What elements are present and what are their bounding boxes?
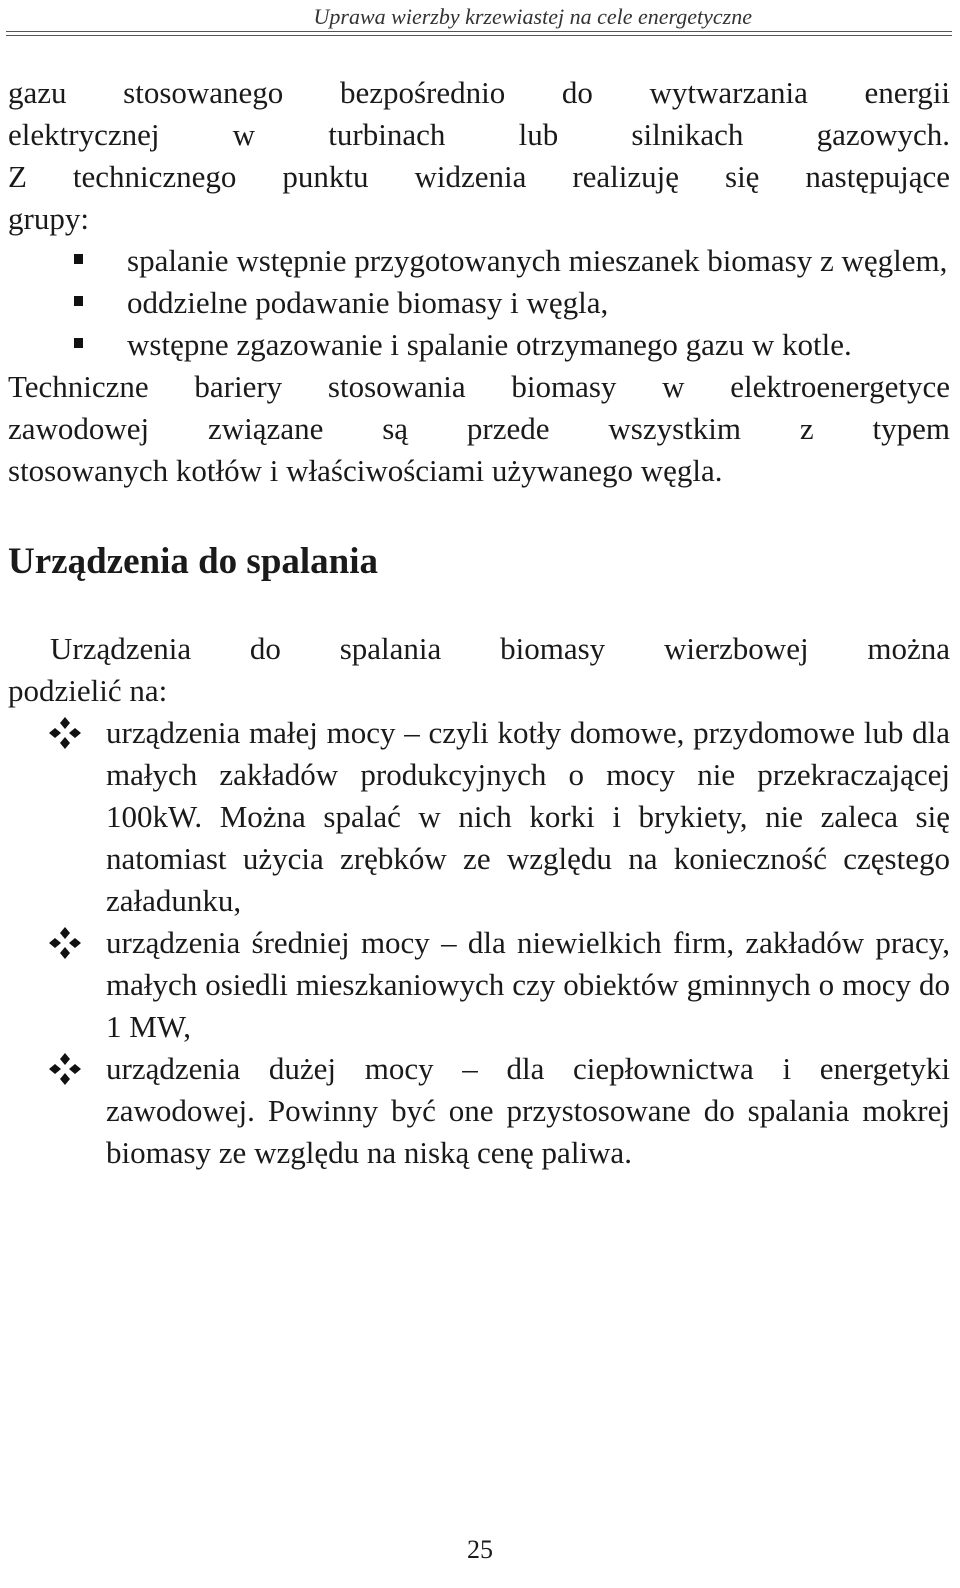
text-line: gazu stosowanego bezpośrednio do wytwarzania energii	[8, 75, 950, 110]
text-line: Urządzenia do spalania biomasy wierzbowej można	[50, 631, 950, 666]
diamond-bullet-icon	[48, 1052, 82, 1086]
diamond-bullet-icon	[48, 926, 82, 960]
devices-intro-paragraph	[8, 628, 950, 712]
barriers-paragraph	[8, 366, 950, 492]
list-item	[8, 240, 950, 282]
list-item	[8, 712, 950, 922]
intro-paragraph	[8, 72, 950, 240]
text-line: podzielić na:	[8, 673, 168, 708]
text-line: elektrycznej w turbinach lub silnikach gazowych.	[8, 117, 950, 152]
page-number: 25	[467, 1535, 493, 1564]
list-item-text: oddzielne podawanie biomasy i węgla,	[127, 285, 609, 320]
header-rule	[6, 35, 952, 36]
square-bullet-icon	[74, 338, 83, 348]
text-line: Techniczne bariery stosowania biomasy w elektroenergetyce	[8, 369, 950, 404]
text-line: grupy:	[8, 201, 89, 236]
running-header	[0, 0, 960, 36]
list-item	[8, 324, 950, 366]
device-types-list	[8, 712, 950, 1174]
running-header-title: Uprawa wierzby krzewiastej na cele energetyczne	[313, 4, 752, 29]
list-item-text: spalanie wstępnie przygotowanych mieszanek biomasy z węglem,	[127, 243, 948, 278]
square-bullet-icon	[74, 254, 83, 264]
text-line: stosowanych kotłów i właściwościami używanego węgla.	[8, 453, 723, 488]
list-item-text: wstępne zgazowanie i spalanie otrzymanego gazu w kotle.	[127, 327, 852, 362]
text-line: zawodowej związane są przede wszystkim z typem	[8, 411, 950, 446]
header-rule	[6, 31, 952, 32]
list-item-text: urządzenia średniej mocy – dla niewielkich firm, zakładów pracy, małych osiedli mieszkaniowych czy obiektów gminnych o mocy do 1 MW,	[106, 925, 950, 1044]
text-line: Z technicznego punktu widzenia realizuję się następujące	[8, 159, 950, 194]
list-item-text: urządzenia dużej mocy – dla ciepłownictwa i energetyki zawodowej. Powinny być one przystosowane do spalania mokrej biomasy ze względu na niską cenę paliwa.	[106, 1051, 950, 1170]
list-item	[8, 1048, 950, 1174]
list-item-text: urządzenia małej mocy – czyli kotły domowe, przydomowe lub dla małych zakładów produkcyjnych o mocy nie przekraczającej 100kW. Można spalać w nich korki i brykiety, nie zaleca się natomiast użycia zrębków ze względu na konieczność częstego załadunku,	[106, 715, 950, 918]
page-body	[8, 72, 950, 1174]
co-firing-methods-list	[8, 240, 950, 366]
list-item	[8, 282, 950, 324]
section-heading: Urządzenia do spalania	[8, 541, 379, 582]
diamond-bullet-icon	[48, 716, 82, 750]
square-bullet-icon	[74, 296, 83, 306]
list-item	[8, 922, 950, 1048]
